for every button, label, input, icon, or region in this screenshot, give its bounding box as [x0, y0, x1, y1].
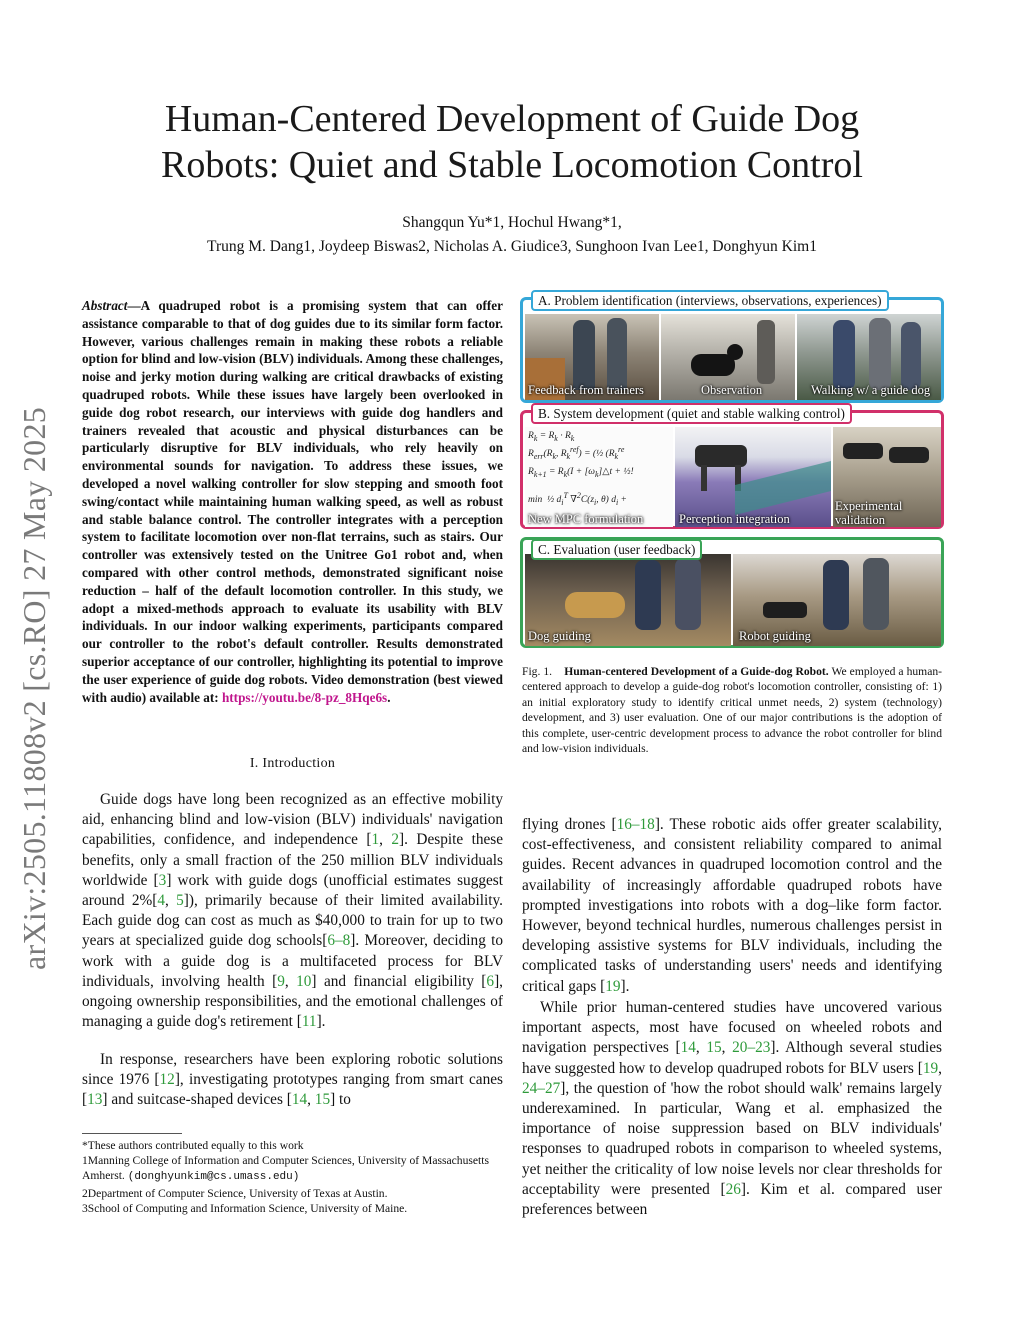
arxiv-identifier: arXiv:2505.11808v2 [cs.RO] 27 May 2025: [16, 406, 52, 970]
citation-link[interactable]: 6–8: [327, 932, 351, 950]
figure-caption: [522, 664, 942, 756]
figure-panel-b: [520, 410, 944, 529]
footnotes: [82, 1133, 503, 1216]
panel-a-label: A. Problem identification (interviews, observations, experiences): [531, 290, 889, 311]
panel-caption: New MPC formulation: [528, 512, 644, 526]
citation-link[interactable]: 10: [296, 972, 312, 990]
panel-caption: Perception integration: [679, 512, 790, 526]
footnote-affiliation-1: 1Manning College of Information and Computer Sciences, University of Massachusetts Amherst. (donghyunkim@cs.umass.edu): [82, 1154, 489, 1184]
citation-link[interactable]: 4: [157, 892, 165, 910]
citation-link[interactable]: 14: [291, 1091, 308, 1109]
footnote-equal-contribution: *These authors contributed equally to this work: [82, 1139, 304, 1152]
authors-line-1: Shangqun Yu*1, Hochul Hwang*1,: [402, 214, 622, 231]
trainer-photo: [525, 314, 659, 400]
author-list: [80, 211, 944, 259]
footnote-affiliation-3: 3School of Computing and Information Science, University of Maine.: [82, 1201, 408, 1215]
citation-link[interactable]: 6: [486, 972, 495, 990]
photo-caption: Robot guiding: [739, 629, 811, 643]
citation-link[interactable]: 20–23: [732, 1039, 771, 1057]
citation-link[interactable]: 14: [680, 1039, 696, 1057]
right-paragraph-1: flying drones [16–18]. These robotic aids offer greater scalability, cost-effectiveness, and consistent reliability compared to animal guides. Recent advances in quadruped locomotion control and the availability of increasingly affordable quadruped robots have prompted investigations into robots with a dog–like form factor. However, beyond technical hurdles, numerous challenges persist in developing assistive systems for BLV individuals, including the complicated tasks of understanding users' needs and identifying critical gaps [19].: [522, 816, 942, 995]
authors-line-2: Trung M. Dang1, Joydeep Biswas2, Nicholas A. Giudice3, Sunghoon Ivan Lee1, Donghyun Kim1: [207, 238, 817, 255]
guide-dog-walk-photo: [797, 314, 941, 400]
paper-title: [60, 96, 964, 188]
dog-guiding-photo: [525, 554, 731, 646]
citation-link[interactable]: 9: [277, 972, 285, 990]
title-line-1: Human-Centered Development of Guide Dog: [164, 98, 860, 140]
footnote-divider: [82, 1133, 182, 1134]
citation-link[interactable]: 15: [706, 1039, 722, 1057]
citation-link[interactable]: 19: [605, 977, 621, 995]
citation-link[interactable]: 2: [391, 831, 400, 849]
validation-panel: [833, 427, 941, 527]
citation-link[interactable]: 13: [87, 1091, 103, 1109]
robot-guiding-photo: [733, 554, 941, 646]
abstract-body: —A quadruped robot is a promising system that can offer assistance comparable to that of dog guides due to its similar form factor. However, various challenges remain in making these robots a reliable option for blind and low-vision (BLV) individuals. Among these challenges, noise and jerky motion during walking are critical drawbacks of existing quadruped robots. While these issues have largely been overlooked in guide dog robot research, our interviews with guide dog handlers and trainers revealed that acoustic and physical disturbances can be particularly disruptive for BLV individuals, who rely heavily on environmental sounds for navigation. To address these issues, we developed a novel walking controller for slow stepping and smooth foot swing/contact while maintaining human walking speed, as well as robust and stable balance control. The controller integrates with a perception system to facilitate locomotion over non-flat terrains, such as stairs. Our controller was extensively tested on the Unitree Go1 robot and, when compared with other control methods, demonstrated significant noise reduction – half of the default locomotion controller. In this study, we adopt a mixed-methods approach to evaluate its usability with BLV individuals. In our indoor walking experiments, participants compared our controller to the robot's default controller. Results demonstrated superior acceptance of our controller, highlighting its potential to improve the user experience of guide dog robots. Video demonstration (best viewed with audio) available at:: [82, 298, 503, 705]
citation-link[interactable]: 1: [371, 831, 380, 849]
citation-link[interactable]: 12: [159, 1071, 175, 1089]
citation-link[interactable]: 19: [922, 1059, 939, 1077]
citation-link[interactable]: 16–18: [616, 816, 655, 833]
video-link[interactable]: https://youtu.be/8-pz_8Hqe6s: [221, 689, 388, 705]
photo-caption: Dog guiding: [528, 629, 591, 643]
panel-c-label: C. Evaluation (user feedback): [531, 539, 702, 560]
citation-link[interactable]: 11: [301, 1013, 317, 1031]
section-heading: I. Introduction: [249, 756, 336, 771]
caption-text: We employed a human-centered approach to develop a guide-dog robot's locomotion controller, consisting of: 1) an initial exploratory study to identify critical unmet needs, 2) system (technology) development, and 3) user evaluation. One of our major contributions is the adoption of this complete, user-centric development process to advance the robot controller for blind and low-vision individuals.: [522, 665, 942, 756]
citation-link[interactable]: 26: [725, 1180, 741, 1198]
citation-link[interactable]: 5: [176, 892, 184, 910]
citation-link[interactable]: 3: [158, 871, 167, 889]
right-paragraph-2: While prior human-centered studies have uncovered various important aspects, most have focused on wheeled robots and navigation perspectives [14, 15, 20–23]. Although several studies have suggested how to develop quadruped robots for BLV users [19, 24–27], the question of 'how the robot should walk' remains largely underexamined. In particular, Wang et al. emphasized the importance of noise suppression based on BLV individuals' responses to quadruped robots in comparison to wheeled systems, yet neither the criticality of low noise levels nor clear thresholds for acceptability were presented [26]. Kim et al. compared user preferences between: [522, 999, 943, 1219]
footnote-affiliation-2: 2Department of Computer Science, University of Texas at Austin.: [82, 1186, 388, 1200]
mpc-formulation-panel: $R_k = R_k \cdot R_k$ $R_{err}(R_k$, $R_k^{ref}$) = (½ ($R_k^{re}$ $R_{k+1} = R_k(I$ + $[\omega_k]\triangle t$ + ½! min ½ $d_i^T$ $\nabla^2C(z_i$, θ) $d_i$ + New MPC formulation: [525, 427, 673, 527]
abstract-lead: Abstract: [82, 298, 128, 313]
photo-caption: Feedback from trainers: [528, 383, 644, 397]
citation-link[interactable]: 15: [314, 1091, 331, 1109]
email-address: (donghyunkim@cs.umass.edu): [127, 1171, 300, 1184]
observation-photo: [661, 314, 795, 400]
title-line-2: Robots: Quiet and Stable Locomotion Control: [161, 144, 863, 186]
panel-caption: Experimental validation: [835, 499, 903, 527]
photo-caption: Walking w/ a guide dog: [811, 383, 931, 397]
abstract: Abstract—A quadruped robot is a promising system that can offer assistance comparable to that of dog guides due to its similar form factor. However, various challenges remain in making these robots a reliable option for blind and low-vision (BLV) individuals. Among these challenges, noise and jerky motion during walking are critical drawbacks of existing quadruped robots. While these issues have largely been overlooked in guide dog robot research, our interviews with guide dog handlers and trainers revealed that acoustic and physical disturbances can be particularly disruptive for BLV individuals, who rely heavily on environmental sounds for navigation. To address these issues, we developed a novel walking controller for slow stepping and smooth foot swing/contact while maintaining human walking speed, as well as robust and stable balance control. The controller integrates with a perception system to facilitate locomotion over non-flat terrains, such as stairs. Our controller was extensively tested on the Unitree Go1 robot and, when compared with other control methods, demonstrated significant noise reduction – half of the default locomotion controller. In this study, we adopt a mixed-methods approach to evaluate its usability with BLV individuals. In our indoor walking experiments, participants compared our controller to the robot's default controller. Results demonstrated superior acceptance of our controller, highlighting its potential to improve the user experience of guide dog robots. Video demonstration (best viewed with audio) available at: https://youtu.be/8-pz_8Hqe6s.: [82, 298, 503, 705]
photo-caption: Observation: [701, 383, 763, 397]
caption-title: Human-centered Development of a Guide-dog Robot.: [564, 665, 829, 678]
citation-link[interactable]: 24–27: [522, 1079, 561, 1097]
intro-paragraph-2: In response, researchers have been exploring robotic solutions since 1976 [12], investigating prototypes ranging from smart canes [13] and suitcase-shaped devices [14, 15] to: [82, 1051, 503, 1109]
perception-panel: [675, 427, 831, 527]
figure-panel-a: [520, 297, 944, 403]
caption-prefix: Fig. 1.: [522, 665, 553, 678]
intro-paragraph-1: Guide dogs have long been recognized as an effective mobility aid, enhancing blind and low-vision (BLV) individuals' navigation capabilities, confidence, and independence [1, 2]. Despite these benefits, only a small fraction of the 250 million BLV individuals worldwide [3] work with guide dogs (unofficial estimates suggest around 2%[4, 5]), primarily because of their limited availability. Each guide dog can cost as much as $40,000 to train for up to two years at specialized guide dog schools[6–8]. Moreover, deciding to work with a guide dog is a multifaceted process for BLV individuals, involving health [9, 10] and financial eligibility [6], ongoing ownership responsibilities, and the emotional challenges of managing a guide dog's retirement [11].: [82, 791, 504, 1031]
panel-b-label: B. System development (quiet and stable walking control): [531, 403, 852, 424]
